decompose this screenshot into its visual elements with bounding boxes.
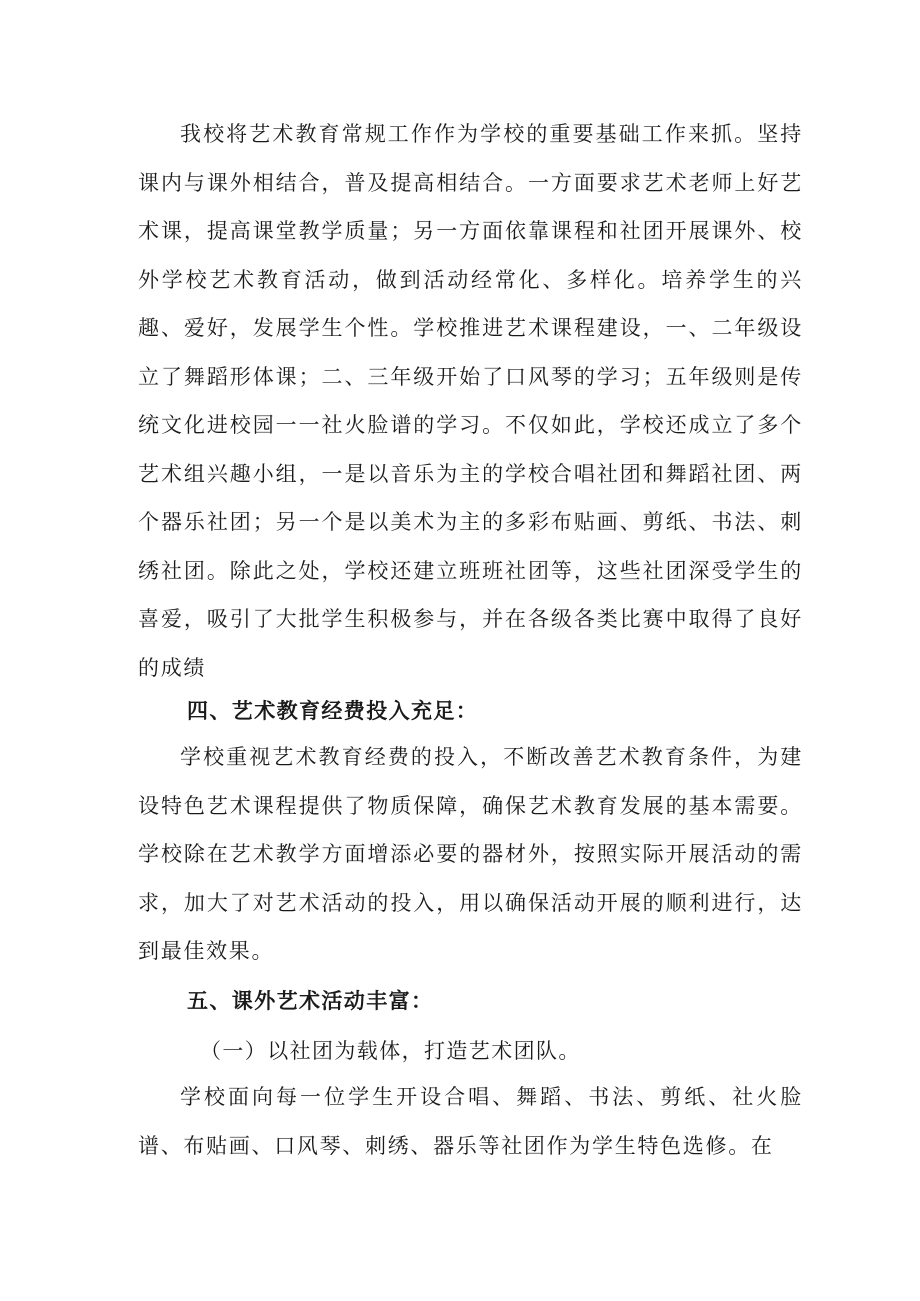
paragraph-arts-education-routine: 我校将艺术教育常规工作作为学校的重要基础工作来抓。坚持课内与课外相结合，普及提高相结合。一方面要求艺术老师上好艺术课，提高课堂教学质量；另一方面依靠课程和社团开展课外、校外学校艺术教育活动，做到活动经常化、多样化。培养学生的兴趣、爱好，发展学生个性。学校推进艺术课程建设，一、二年级设立了舞蹈形体课；二、三年级开始了口风琴的学习；五年级则是传统文化进校园一一社火脸谱的学习。不仅如此，学校还成立了多个艺术组兴趣小组，一是以音乐为主的学校合唱社团和舞蹈社团、两个器乐社团；另一个是以美术为主的多彩布贴画、剪纸、书法、刺绣社团。除此之处，学校还建立班班社团等，这些社团深受学生的喜爱，吸引了大批学生积极参与，并在各级各类比赛中取得了良好的成绩: [138, 122, 803, 680]
paragraph-clubs: 学校面向每一位学生开设合唱、舞蹈、书法、剪纸、社火脸谱、布贴画、口风琴、刺绣、器乐等社团作为学生特色选修。在: [138, 1085, 803, 1158]
section-heading-extracurricular: 五、课外艺术活动丰富：: [187, 989, 434, 1013]
section-heading-funding: 四、艺术教育经费投入充足：: [187, 699, 479, 723]
paragraph-funding: 学校重视艺术教育经费的投入，不断改善艺术教育条件，为建设特色艺术课程提供了物质保障，确保艺术教育发展的基本需要。学校除在艺术教学方面增添必要的器材外，按照实际开展活动的需求，加大了对艺术活动的投入，用以确保活动开展的顺利进行，达到最佳效果。: [138, 745, 803, 963]
subheading-clubs: （一）以社团为载体，打造艺术团队。: [200, 1039, 581, 1063]
